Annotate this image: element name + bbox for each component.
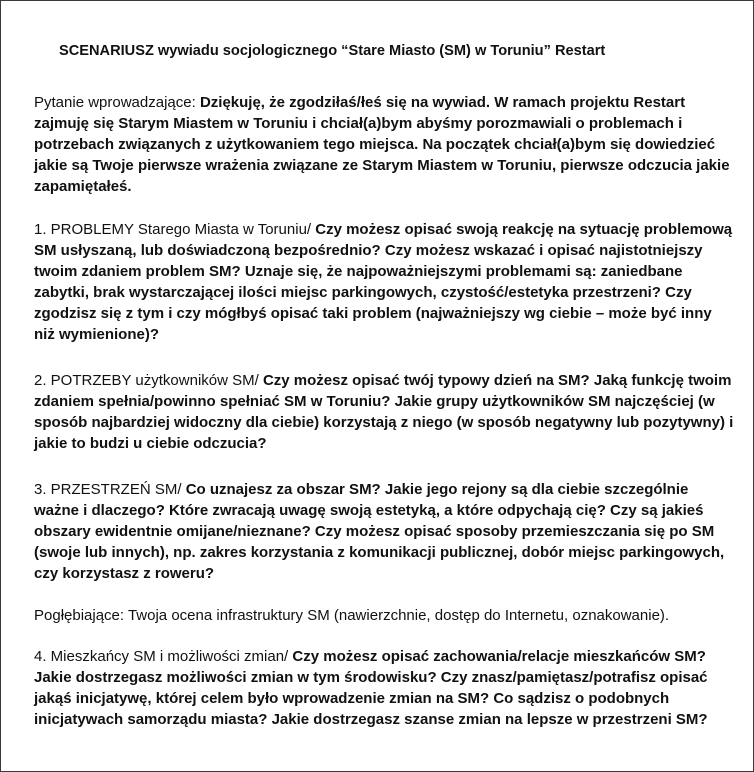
section-space-text: Co uznajesz za obszar SM? Jakie jego rejony są dla ciebie szczególnie ważne i dlaczego? Które zwracają uwagę swoją estetyką, a które odpychają cię? Czy są jakieś obszary ewidentnie omijane/nieznane? Czy możesz opisać sposoby przemieszczania się po SM (swoje lub innych), np. zakres korzystania z komunikacji publicznej, dobór miejsc parkingowych, czy korzystasz z roweru? bbox=[34, 481, 725, 582]
document-title: SCENARIUSZ wywiadu socjologicznego “Stare Miasto (SM) w Toruniu” Restart bbox=[59, 43, 606, 59]
intro-question bbox=[34, 92, 734, 197]
section-residents-lead: 4. Mieszkańcy SM i możliwości zmian/ bbox=[34, 648, 293, 665]
section-problems-lead: 1. PROBLEMY Starego Miasta w Toruniu/ bbox=[34, 221, 316, 238]
section-needs-text: Czy możesz opisać twój typowy dzień na SM? Jaką funkcję twoim zdaniem spełnia/powinno spełniać SM w Toruniu? Jakie grupy użytkowników SM najczęściej (w sposób najbardziej widoczny dla ciebie) korzystają z niego (w sposób negatywny lub pozytywny) i jakie to budzi u ciebie odczucia? bbox=[34, 372, 734, 452]
deepening-lead: Pogłębiające: bbox=[34, 607, 128, 624]
section-residents bbox=[34, 646, 734, 730]
section-problems-text: Czy możesz opisać swoją reakcję na sytuację problemową SM usłyszaną, lub doświadczoną bezpośrednio? Czy możesz wskazać i opisać najistotniejszy twoim zdaniem problem SM? Uznaje się, że najpoważniejszymi problemami są: zaniedbane zabytki, brak wystarczającej ilości miejsc parkingowych, czystość/estetyka przestrzeni? Czy zgodzisz się z tym i czy mógłbyś opisać taki problem (najważniejszy wg ciebie – może być inny niż wymienione)? bbox=[34, 221, 733, 343]
section-problems bbox=[34, 219, 734, 345]
intro-lead: Pytanie wprowadzające: bbox=[34, 94, 200, 111]
deepening-text: Twoja ocena infrastruktury SM (nawierzchnie, dostęp do Internetu, oznakowanie). bbox=[127, 607, 670, 624]
section-space bbox=[34, 479, 734, 584]
deepening-questions bbox=[34, 605, 734, 626]
section-needs-lead: 2. POTRZEBY użytkowników SM/ bbox=[34, 372, 263, 389]
intro-text: Dziękuję, że zgodziłaś/łeś się na wywiad. W ramach projektu Restart zajmuję się Starym Miastem w Toruniu i chciał(a)bym abyśmy porozmawiali o problemach i potrzebach związanych z użytkowaniem tego miejsca. Na początek chciał(a)bym się dowiedzieć jakie są Twoje pierwsze wrażenia związane ze Starym Miastem w Toruniu, pierwsze odczucia jakie zapamiętałeś. bbox=[34, 94, 730, 195]
section-space-lead: 3. PRZESTRZEŃ SM/ bbox=[34, 481, 186, 498]
section-needs bbox=[34, 370, 734, 454]
section-residents-text: Czy możesz opisać zachowania/relacje mieszkańców SM? Jakie dostrzegasz możliwości zmian w tym środowisku? Czy znasz/pamiętasz/potrafisz opisać jakąś inicjatywę, której celem było wprowadzenie zmian na SM? Co sądzisz o podobnych inicjatywach samorządu miasta? Jakie dostrzegasz szanse zmian na lepsze w przestrzeni SM? bbox=[34, 648, 708, 728]
